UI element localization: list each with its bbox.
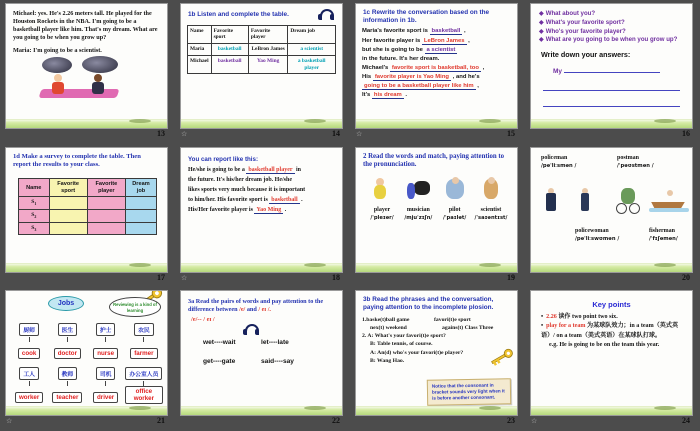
chinese-label: 司机 xyxy=(96,367,116,380)
phoneme: / eɪ /. xyxy=(258,306,271,314)
animation-star-icon[interactable]: ☆ xyxy=(181,274,188,282)
grass-footer xyxy=(181,263,342,272)
survey-table xyxy=(18,178,157,235)
pilot-illustration xyxy=(442,177,468,203)
english-label: doctor xyxy=(54,348,81,359)
animation-star-icon[interactable]: ☆ xyxy=(6,418,13,426)
bullet: • xyxy=(541,314,544,321)
dialog-line: B: Table tennis, of course. xyxy=(370,341,433,348)
cell-player: LeBron James xyxy=(248,44,288,56)
word-pair: get----gate xyxy=(203,358,236,366)
grass-footer xyxy=(356,263,517,272)
english-label: cook xyxy=(18,348,40,359)
grass-footer xyxy=(6,263,167,272)
text: He/she is going to be a xyxy=(188,166,247,173)
grass-footer xyxy=(6,119,167,128)
fisherman-illustration xyxy=(651,190,687,212)
diamond-bullet-icon: ◆ xyxy=(539,18,544,26)
text: His/Her favorite player is xyxy=(188,207,255,214)
slide-number: 23 xyxy=(507,416,515,426)
animation-star-icon[interactable]: ☆ xyxy=(181,131,188,138)
dialog-line: A: An(d) who's your favori(t)e player? xyxy=(370,349,464,356)
text: and xyxy=(245,306,259,314)
chinese-label: 办公室人员 xyxy=(125,367,162,380)
phonetic: /ˈpəʊstmən / xyxy=(617,162,654,169)
table-row xyxy=(188,55,336,74)
word-item xyxy=(364,207,400,221)
phoneme-contrast: /e/-- / eɪ / xyxy=(191,316,215,324)
policeman-illustration xyxy=(545,188,557,212)
text: in xyxy=(294,166,302,173)
table-row xyxy=(19,222,157,235)
job-pair xyxy=(87,319,125,360)
slide-thumbnail-24[interactable] xyxy=(530,290,693,416)
answers-table xyxy=(187,25,336,75)
answer-blank: basketball xyxy=(431,28,461,35)
slide-number: 15 xyxy=(507,129,515,138)
empty-cell xyxy=(87,210,125,223)
row-sub: 1 xyxy=(34,201,37,207)
job-pair xyxy=(48,319,86,360)
text: but she is going to be xyxy=(362,46,425,53)
col-header: Dream job xyxy=(288,25,336,44)
table-row xyxy=(19,210,157,223)
text: , xyxy=(475,83,479,90)
slide-thumbnail-17[interactable] xyxy=(5,147,168,273)
slide-thumbnail-22[interactable] xyxy=(180,290,343,416)
slide-cell-19 xyxy=(350,144,525,288)
slide-cell-15 xyxy=(350,0,525,144)
slide-number: 16 xyxy=(682,129,690,138)
answer-line xyxy=(543,100,680,107)
word-pair: let----late xyxy=(261,339,289,347)
slide-title xyxy=(181,291,342,314)
empty-cell xyxy=(87,222,125,235)
word-item xyxy=(617,155,654,169)
slide-title: 1d Make a survey to complete the table. Then report the results to your class. xyxy=(13,152,141,168)
slide-title: 2 Read the words and match, paying attention to the pronunciation. xyxy=(363,152,505,168)
slide-thumbnail-23[interactable] xyxy=(355,290,518,416)
row-sub: 2 xyxy=(34,214,37,220)
grass-footer xyxy=(531,119,692,128)
dialog-maria: Maria: I'm going to be a scientist. xyxy=(13,46,102,54)
grass-footer xyxy=(6,406,167,415)
job-pair xyxy=(48,363,86,405)
phrase: agains(t) Class Three xyxy=(442,324,494,331)
slide-thumbnail-19[interactable] xyxy=(355,147,518,273)
slide-number: 18 xyxy=(332,272,340,282)
animation-star-icon[interactable]: ☆ xyxy=(531,418,538,426)
slide-number: 24 xyxy=(682,416,690,426)
english-label: teacher xyxy=(52,392,82,403)
answer-blank: favorite player is Yao Ming xyxy=(374,74,450,81)
answer-blank: Yao Ming xyxy=(256,207,282,214)
word: postman xyxy=(617,154,640,161)
my-label: My xyxy=(553,68,563,76)
slide-cell-20 xyxy=(525,144,700,288)
answer-blank: his dream xyxy=(373,92,402,99)
slide-cell-17 xyxy=(0,144,175,288)
question: What's your favorite sport? xyxy=(545,18,625,26)
slide-title: 1c Rewrite the conversation based on the information in 1b. xyxy=(363,9,490,24)
dialog-line: B: Wang Hao. xyxy=(370,358,405,365)
text: to him/her. His favorite sport is xyxy=(188,197,270,204)
slide-thumbnail-21[interactable] xyxy=(5,290,168,416)
write-down-heading: Write down your answers: xyxy=(541,50,631,60)
highlight: play for a team xyxy=(546,323,586,330)
word: fisherman xyxy=(649,227,675,234)
key-points-title: Key points xyxy=(592,300,631,310)
col-header: Name xyxy=(188,25,212,44)
col-header: Favorite player xyxy=(248,25,288,44)
notice-scroll: Notice that the consonant in bracket sounds very light when it is before another consonant. xyxy=(427,379,511,406)
text: , xyxy=(462,28,466,35)
slide-number: 17 xyxy=(157,272,165,282)
answer-line xyxy=(543,84,680,91)
musician-illustration xyxy=(405,177,431,203)
slide-cell-16 xyxy=(525,0,700,144)
text: , xyxy=(466,37,470,44)
slide-number: 21 xyxy=(157,416,165,426)
cell-sport: basketball xyxy=(211,55,248,74)
cell-job: a basketball player xyxy=(288,55,336,74)
word: player xyxy=(373,206,391,213)
answer-blank: a scientist xyxy=(426,46,456,53)
question: Who's your favorite player? xyxy=(545,27,626,35)
job-pair xyxy=(10,319,48,360)
cell-name: Maria xyxy=(188,44,212,56)
table-row xyxy=(188,44,336,56)
diamond-bullet-icon: ◆ xyxy=(539,10,544,17)
slide-cell-22 xyxy=(175,287,350,431)
text: Maria's favorite sport is xyxy=(362,28,430,35)
grass-footer xyxy=(531,406,692,415)
job-pair xyxy=(87,363,125,405)
word: scientist xyxy=(480,206,502,213)
empty-cell xyxy=(49,210,87,223)
english-label: driver xyxy=(93,392,118,403)
text: It's xyxy=(362,92,372,99)
chinese-label: 护士 xyxy=(96,323,116,336)
phoneme: /e/ xyxy=(239,306,246,314)
bullet: • xyxy=(541,323,544,330)
text: Michael's xyxy=(362,64,390,71)
answer-blank: basketball xyxy=(271,197,298,204)
phrase: nex(t) weekend xyxy=(370,324,407,331)
col-header: Dream job xyxy=(125,179,156,197)
text: . xyxy=(299,197,303,204)
word-item xyxy=(400,207,436,221)
slide-title: 1b Listen and complete the table. xyxy=(188,11,289,18)
empty-cell xyxy=(125,210,156,223)
answer-blank: favorite sport is basketball, too xyxy=(391,64,479,71)
cell-player: Yao Ming xyxy=(248,55,288,74)
chinese-label: 工人 xyxy=(19,367,39,380)
slide-cell-23 xyxy=(350,287,525,431)
grass-footer xyxy=(181,119,342,128)
cell-sport: basketball xyxy=(211,44,248,56)
phonetic: /ˈsaɪəntɪst/ xyxy=(474,214,508,221)
slide-thumbnail-18[interactable] xyxy=(180,147,343,273)
thought-bubble-right xyxy=(82,56,118,73)
row-label: S xyxy=(31,199,35,206)
chinese-label: 农民 xyxy=(134,323,154,336)
col-header: Favorite sport xyxy=(211,25,248,44)
word: pilot xyxy=(448,206,461,213)
thought-bubble-left xyxy=(42,57,72,73)
row-sub: 3 xyxy=(34,226,37,232)
dialog-line: 2. A: What's your favori(t)e sport? xyxy=(362,333,446,340)
word-item xyxy=(541,155,576,169)
empty-cell xyxy=(49,222,87,235)
question-list xyxy=(531,4,692,45)
cell-name: Michael xyxy=(188,55,212,74)
slide-number: 19 xyxy=(507,272,515,282)
word: policeman xyxy=(541,154,568,161)
grass-footer xyxy=(531,263,692,272)
player-illustration xyxy=(368,177,394,203)
empty-cell xyxy=(125,197,156,210)
chinese-label: 教师 xyxy=(58,367,78,380)
slide-cell-18 xyxy=(175,144,350,288)
col-header: Favorite player xyxy=(87,179,125,197)
text: likes sports very much because it is important xyxy=(188,187,306,194)
word-pair: wet----wait xyxy=(203,339,236,347)
slide-title: 3b Read the phrases and the conversation, paying attention to the incomplete plosion. xyxy=(363,296,494,311)
text: , and he's xyxy=(451,74,480,81)
english-label: nurse xyxy=(93,348,118,359)
job-pair xyxy=(125,363,163,405)
phonetic: /ˈpleɪər/ xyxy=(370,214,394,221)
highlight: 2.26 xyxy=(546,314,557,321)
dialog-michael: Michael: yes. He's 2.26 meters tall. He played for the Houston Rockets in the NBA. I'm going to be a basketball player like him. That's my dream. What are you going to be when you grow up? xyxy=(13,10,158,41)
answer-blank: going to be a basketball player like him xyxy=(364,83,474,90)
slide-thumbnail-13[interactable] xyxy=(5,3,168,129)
slide-thumbnail-16[interactable] xyxy=(530,3,693,129)
slide-cell-21 xyxy=(0,287,175,431)
phonetic: /pəˈliːswʊmən / xyxy=(575,235,620,242)
slide-number: 22 xyxy=(332,416,340,426)
word-pair: said----say xyxy=(261,358,294,366)
answer-blank: basketball player xyxy=(248,166,293,173)
girl-figure xyxy=(90,74,106,96)
job-pair xyxy=(125,319,163,360)
job-pair xyxy=(10,363,48,405)
text: in the future. It's her dream. xyxy=(362,55,440,62)
phonetic: /ˈfɪʃəmən/ xyxy=(649,235,678,242)
text: the future. It's his/her dream job. He/she xyxy=(188,176,293,183)
example-sentence: e.g. He is going to be on the team this year. xyxy=(549,341,660,348)
word-item xyxy=(575,228,619,242)
text: 读作 two point two six. xyxy=(556,314,618,321)
col-header: Favorite sport xyxy=(49,179,87,197)
empty-cell xyxy=(49,197,87,210)
boy-figure xyxy=(50,74,66,96)
word: musician xyxy=(406,206,430,213)
slide-number: 13 xyxy=(157,129,165,138)
grass-footer xyxy=(356,119,517,128)
headphones-icon xyxy=(318,8,334,20)
slide-number: 20 xyxy=(682,272,690,282)
english-label: office worker xyxy=(125,386,163,404)
report-text xyxy=(181,165,342,216)
headphones-icon xyxy=(243,323,259,335)
text: . xyxy=(283,207,287,214)
answer-blank: LeBron James xyxy=(423,37,465,44)
row-label: S xyxy=(31,224,35,231)
text: 3a Read the pairs of words and pay attention to the difference between xyxy=(188,298,324,314)
row-label: S xyxy=(31,212,35,219)
conversation-text xyxy=(356,26,517,101)
slide-number: 14 xyxy=(332,129,340,138)
chinese-label: 厨师 xyxy=(19,323,39,336)
col-header: Name xyxy=(19,179,50,197)
text: 为某球队效力；in a team（英式英语）/ on a team（美式英语）在某球队打球。 xyxy=(541,323,679,339)
cell-job: a scientist xyxy=(288,44,336,56)
text: . xyxy=(403,92,408,99)
empty-cell xyxy=(125,222,156,235)
phonetic: /mjuˈzɪʃn/ xyxy=(404,214,433,221)
phrase: favori(t)e sport xyxy=(434,316,471,323)
text: , xyxy=(481,64,485,71)
slide-thumbnail-15[interactable] xyxy=(355,3,518,129)
question: What about you? xyxy=(545,10,596,17)
slide-cell-13 xyxy=(0,0,175,144)
slide-thumbnail-20[interactable] xyxy=(530,147,693,273)
answer-line xyxy=(564,66,660,73)
grass-footer xyxy=(181,406,342,415)
word-item xyxy=(649,228,678,242)
job-pairs-grid xyxy=(10,319,163,408)
text: His xyxy=(362,74,373,81)
english-label: farmer xyxy=(130,348,157,359)
word-item xyxy=(473,207,509,221)
key-points-text xyxy=(531,313,692,350)
policewoman-illustration xyxy=(579,188,591,212)
minimal-pairs xyxy=(181,323,342,377)
animation-star-icon[interactable]: ☆ xyxy=(356,131,363,138)
chinese-label: 医生 xyxy=(58,323,78,336)
slide-thumbnail-14[interactable] xyxy=(180,3,343,129)
postman-illustration xyxy=(615,188,641,214)
review-note-oval: Reviewing is a kind of learning xyxy=(109,297,161,317)
phrase: 1.baske(t)ball game xyxy=(362,316,410,323)
text: Her favorite player is xyxy=(362,37,422,44)
word-item xyxy=(437,207,473,221)
diamond-bullet-icon: ◆ xyxy=(539,27,544,35)
children-illustration xyxy=(6,57,167,101)
jobs-oval: Jobs xyxy=(48,296,84,311)
slide-cell-14 xyxy=(175,0,350,144)
empty-cell xyxy=(87,197,125,210)
phonetic: /ˈpaɪlət/ xyxy=(443,214,467,221)
grass-footer xyxy=(356,406,517,415)
english-label: worker xyxy=(15,392,43,403)
phonetic: /pəˈliːsmən / xyxy=(541,162,577,169)
word: policewoman xyxy=(575,227,609,234)
table-row xyxy=(19,197,157,210)
slide-cell-24 xyxy=(525,287,700,431)
scientist-illustration xyxy=(479,177,505,203)
question: What are you going to be when you grow up? xyxy=(545,36,678,44)
report-intro: You can report like this: xyxy=(188,155,259,163)
diamond-bullet-icon: ◆ xyxy=(539,36,544,44)
